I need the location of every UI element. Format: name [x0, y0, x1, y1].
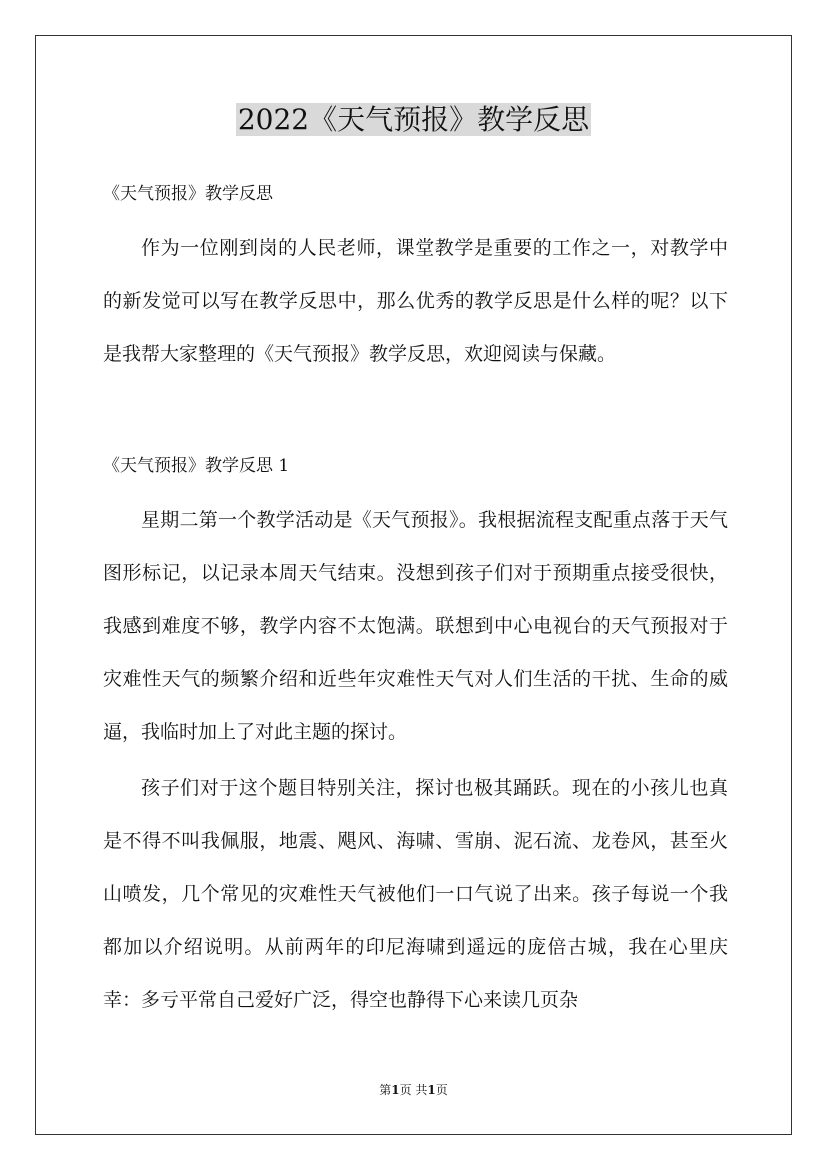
footer-total-suffix: 页 [435, 1083, 448, 1097]
page-footer [0, 1082, 827, 1098]
footer-page-number: 1 [391, 1083, 400, 1097]
document-title [0, 100, 827, 140]
intro-paragraph: 作为一位刚到岗的人民老师，课堂教学是重要的工作之一，对教学中的新发觉可以写在教学反思中，那么优秀的教学反思是什么样的呢？以下是我帮大家整理的《天气预报》教学反思，欢迎阅读与保藏。 [103, 237, 728, 365]
section-1-paragraph-2: 孩子们对于这个题目特别关注，探讨也极其踊跃。现在的小孩儿也真是不得不叫我佩服，地震、飓风、海啸、雪崩、泥石流、龙卷风，甚至火山喷发，几个常见的灾难性天气被他们一口气说了出来。孩子每说一个我都加以介绍说明。从前两年的印尼海啸到遥远的庞倍古城，我在心里庆幸：多亏平常自己爱好广泛，得空也静得下心来读几页杂 [103, 777, 728, 1011]
section-1-paragraph-1: 星期二第一个教学活动是《天气预报》。我根据流程支配重点落于天气图形标记，以记录本周天气结束。没想到孩子们对于预期重点接受很快，我感到难度不够，教学内容不太饱满。联想到中心电视台的天气预报对于灾难性天气的频繁介绍和近些年灾难性天气对人们生活的干扰、生命的威逼，我临时加上了对此主题的探讨。 [103, 509, 728, 743]
footer-total-pages: 1 [427, 1083, 436, 1097]
intro-heading: 《天气预报》教学反思 [103, 184, 273, 204]
section-heading-1: 《天气预报》教学反思 1 [103, 456, 290, 476]
document-title-text: 2022《天气预报》教学反思 [237, 103, 590, 136]
footer-page-suffix: 页 共 [399, 1083, 428, 1097]
footer-page-prefix: 第 [379, 1083, 392, 1097]
